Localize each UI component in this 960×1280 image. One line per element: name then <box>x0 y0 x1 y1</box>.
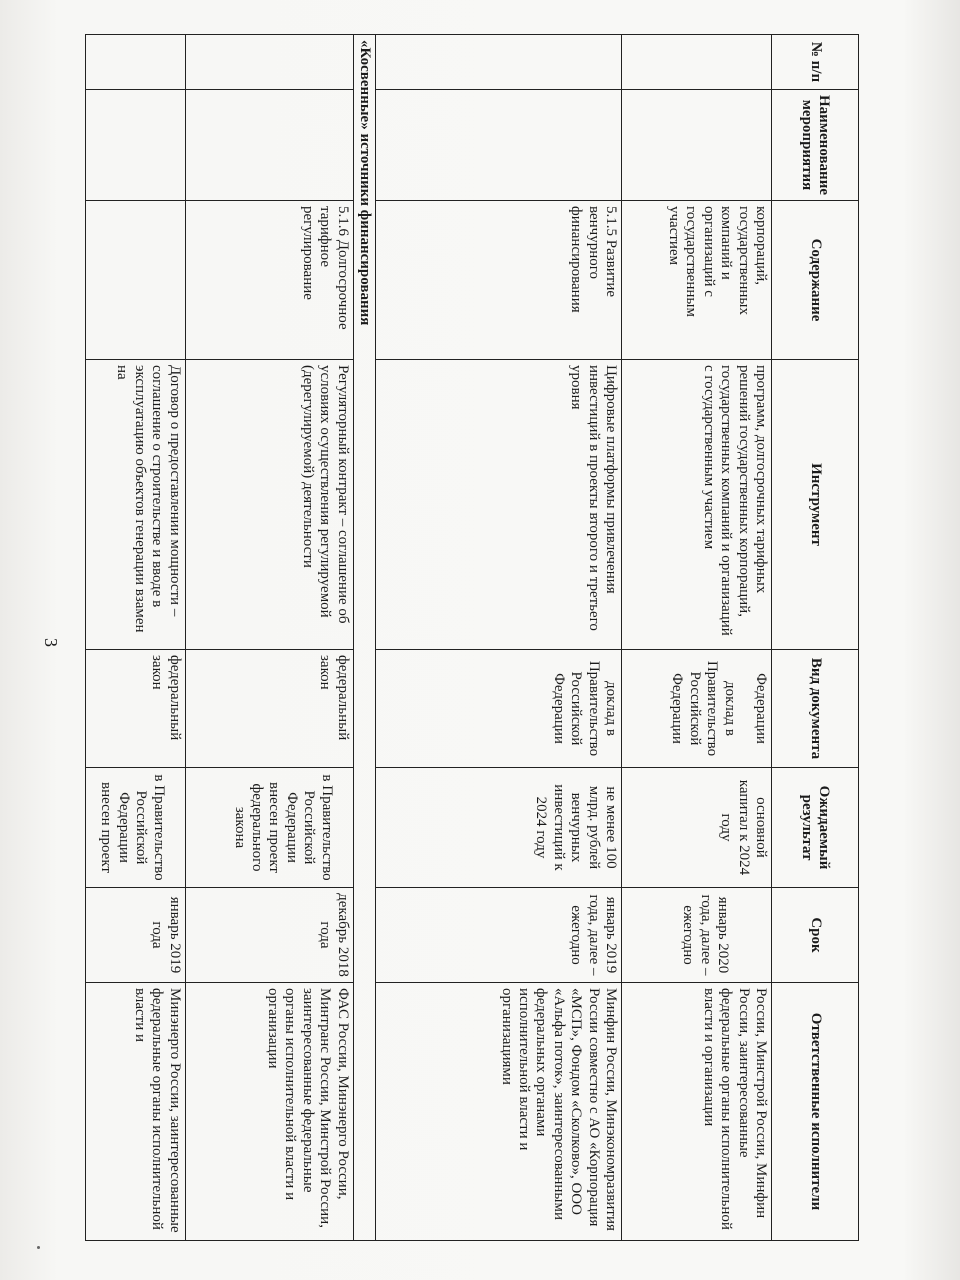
page-number: 3 <box>41 638 61 647</box>
rotated-table-wrapper <box>81 34 859 1240</box>
cell-name <box>622 90 772 201</box>
header-instrument: Инструмент <box>772 360 859 650</box>
cell-executors: России, Минстрой России, Минфин России, заинтересованные федеральные органы исполнительной власти и организации <box>622 983 772 1241</box>
cell-num <box>622 35 772 90</box>
cell-name <box>85 90 185 201</box>
cell-instrument: Регуляторный контракт – соглашение об условиях осуществления регулируемой (дерегулируемой) деятельности <box>185 360 353 650</box>
cell-instrument: Цифровые платформы привлечения инвестиций в проекты второго и третьего уровня <box>376 360 622 650</box>
cell-instrument: программ, долгосрочных тарифных решений государственных корпораций, государственных компаний и организаций с государственным участием <box>622 360 772 650</box>
measures-table <box>85 34 859 1241</box>
header-num: № п/п <box>772 35 859 90</box>
cell-deadline: январь 2020 года, далее – ежегодно <box>622 888 772 983</box>
table-row <box>185 35 353 1241</box>
cell-doc-type: доклад в Правительство Российской Федерации <box>376 650 622 768</box>
header-content: Содержание <box>772 201 859 360</box>
cell-name <box>185 90 353 201</box>
cell-deadline: декабрь 2018 года <box>185 888 353 983</box>
cell-doc-type-main: доклад в Правительство Российской Федерации <box>669 660 738 757</box>
cell-num <box>376 35 622 90</box>
cell-num <box>85 35 185 90</box>
header-doc-type: Вид документа <box>772 650 859 768</box>
cell-content: 5.1.5 Развитие венчурного финансирования <box>376 201 622 360</box>
section-title: «Косвенные» источники финансирования <box>353 35 375 1241</box>
cell-result: в Правительство Российской Федерации внесен проект федерального закона <box>185 768 353 888</box>
cell-result: не менее 100 млрд. рублей венчурных инвестиций к 2024 году <box>376 768 622 888</box>
table-row <box>376 35 622 1241</box>
cell-name <box>376 90 622 201</box>
cell-doc-type: федеральный закон <box>85 650 185 768</box>
header-executors: Ответственные исполнители <box>772 983 859 1241</box>
table-header-row <box>772 35 859 1241</box>
table-row <box>85 35 185 1241</box>
cell-num <box>185 35 353 90</box>
cell-result: основной капитал к 2024 году <box>622 768 772 888</box>
cell-executors: Минфин России, Минэкономразвития России совместно с АО «Корпорация «МСП», Фондом «Сколково», ООО «Альфа поток», заинтересованными федеральных органами исполнительной власти и организациями <box>376 983 622 1241</box>
cell-instrument: Договор о предоставлении мощности – соглашение о строительстве и вводе в эксплуатацию объектов генерации взамен на <box>85 360 185 650</box>
cell-executors: ФАС России, Минэнерго России, Минтранс России, Минстрой России, заинтересованные федеральные органы исполнительной власти и организации <box>185 983 353 1241</box>
cell-result: в Правительство Российской Федерации внесен проект <box>85 768 185 888</box>
section-row <box>353 35 375 1241</box>
cell-deadline: январь 2019 года, далее – ежегодно <box>376 888 622 983</box>
header-name: Наименование мероприятия <box>772 90 859 201</box>
cell-executors: Минэнерго России, заинтересованные федеральные органы исполнительной власти и <box>85 983 185 1241</box>
header-result: Ожидаемый результат <box>772 768 859 888</box>
cell-content: корпораций, государственных компаний и организаций с государственным участием <box>622 201 772 360</box>
scan-speck <box>37 1246 40 1249</box>
cell-content <box>85 201 185 360</box>
header-deadline: Срок <box>772 888 859 983</box>
table-row <box>622 35 772 1241</box>
cell-content: 5.1.6 Долгосрочное тарифное регулирование <box>185 201 353 360</box>
cell-deadline: январь 2019 года <box>85 888 185 983</box>
cell-doc-type-pre: Федерации <box>753 673 769 744</box>
cell-doc-type: федеральный закон <box>185 650 353 768</box>
cell-doc-type <box>622 650 772 768</box>
